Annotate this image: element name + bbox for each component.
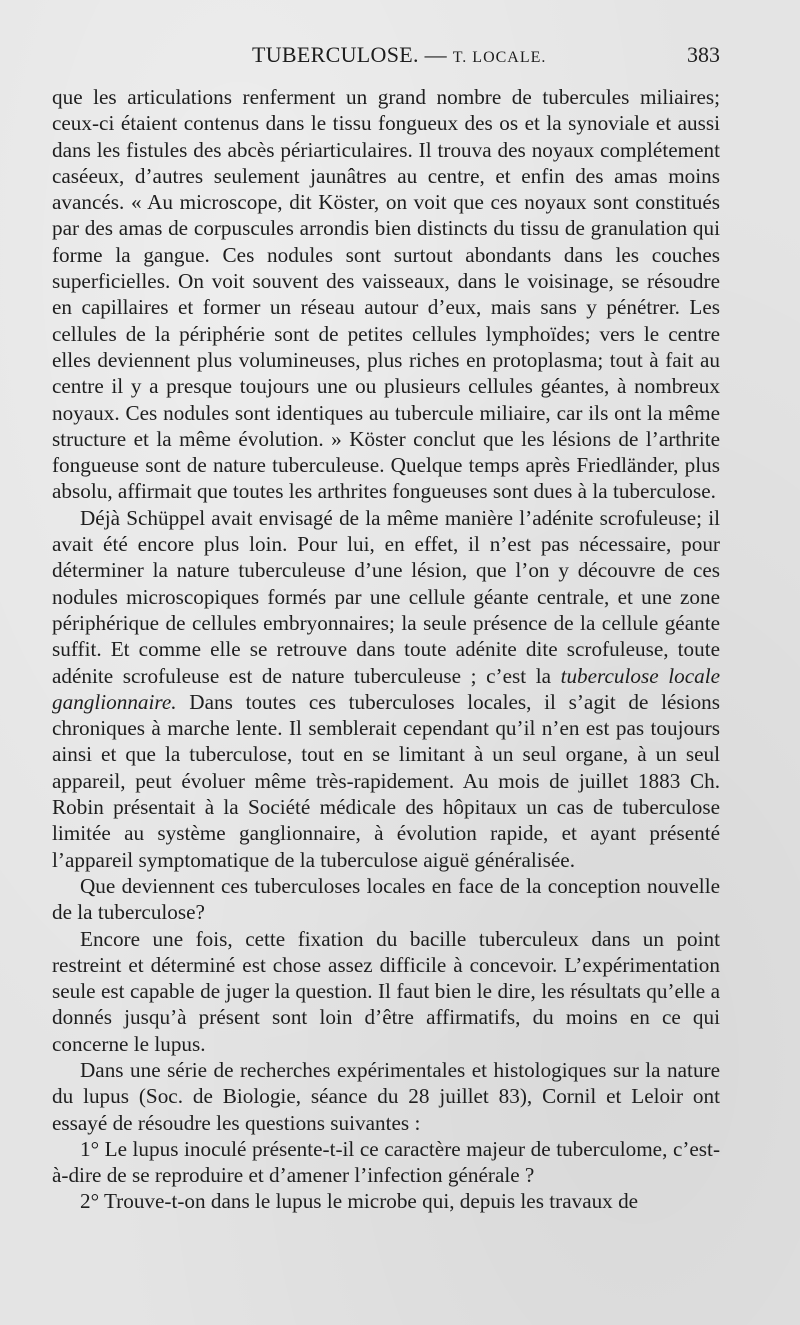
paragraph: que les articulations renferment un grand nombre de tubercules miliaires; ceux-ci étaient contenus dans le tissu fongueux des os et la synoviale et aussi dans les fistules des abcès périarticulaires. Il trouva des noyaux complétement caséeux, d’autres seulement jaunâtres au centre, et enfin des amas moins avancés. « Au microscope, dit Köster, on voit que ces noyaux sont constitués par des amas de corpuscules arrondis bien distincts du tissu de granulation qui forme la gangue. Ces nodules sont surtout abondants dans les couches superficielles. On voit souvent des vaisseaux, dans le voisinage, se résoudre en capillaires et former un réseau autour d’eux, mais sans y pénétrer. Les cellules de la périphérie sont de petites cellules lymphoïdes; vers le centre elles deviennent plus volumineuses, plus riches en protoplasma; tout à fait au centre il y a presque toujours une ou plusieurs cellules géantes, à nombreux noyaux. Ces nodules sont identiques au tubercule miliaire, car ils ont la même structure et la même évolution. » Köster conclut que les lésions de l’arthrite fongueuse sont de nature tuberculeuse. Quelque temps après Friedländer, plus absolu, affirmait que toutes les arthrites fongueuses sont dues à la tuberculose. <box>52 85 720 504</box>
italic-term: tuberculose locale ganglionnaire. <box>52 663 720 714</box>
list-item: 2° Trouve-t-on dans le lupus le microbe qui, depuis les travaux de <box>80 1189 639 1214</box>
body-text <box>52 84 720 1215</box>
paragraph <box>52 505 720 873</box>
page-number: 383 <box>687 42 720 67</box>
page-header <box>52 42 720 76</box>
running-head-dash: — <box>424 42 447 67</box>
running-head-title: TUBERCULOSE. <box>252 42 419 67</box>
paragraph: Que deviennent ces tuberculoses locales en face de la conception nouvelle de la tuberculose? <box>52 873 720 925</box>
paragraph-text: Dans toutes ces tuberculoses locales, il s’agit de lésions chroniques à marche lente. Il semblerait cependant qu’il n’en est pas toujours ainsi et que la tuberculose, tout en se limitant à un seul organe, à un seul appareil, peut évoluer même très-rapidement. Au mois de juillet 1883 Ch. Robin présentait à la Société médicale des hôpitaux un cas de tuberculose limitée au système ganglionnaire, à évolution rapide, et ayant présenté l’appareil symptomatique de la tuberculose aiguë généralisée. <box>52 689 720 872</box>
paragraph: Dans une série de recherches expérimentales et histologiques sur la nature du lupus (Soc. de Biologie, séance du 28 juillet 83), Cornil et Leloir ont essayé de résoudre les questions suivantes : <box>52 1057 720 1135</box>
paragraph: Encore une fois, cette fixation du bacille tuberculeux dans un point restreint et déterminé est chose assez difficile à concevoir. L’expérimentation seule est capable de juger la question. Il faut bien le dire, les résultats qu’elle a donnés jusqu’à présent sont loin d’être affirmatifs, du moins en ce qui concerne le lupus. <box>52 926 720 1056</box>
paragraph-text: Déjà Schüppel avait envisagé de la même manière l’adénite scrofuleuse; il avait été encore plus loin. Pour lui, en effet, il n’est pas nécessaire, pour déterminer la nature tuberculeuse d’une lésion, que l’on y découvre de ces nodules microscopiques formés par une cellule géante centrale, et une zone périphérique de cellules embryonnaires; la seule présence de la cellule géante suffit. Et comme elle se retrouve dans toute adénite dite scrofuleuse, toute adénite scrofuleuse est de nature tuberculeuse ; c’est la <box>52 505 720 688</box>
running-head-subtitle: T. LOCALE. <box>452 49 547 66</box>
list-item: 1° Le lupus inoculé présente-t-il ce caractère majeur de tuberculome, c’est-à-dire de se reproduire et d’amener l’infection générale ? <box>52 1136 720 1188</box>
running-head <box>252 42 546 68</box>
